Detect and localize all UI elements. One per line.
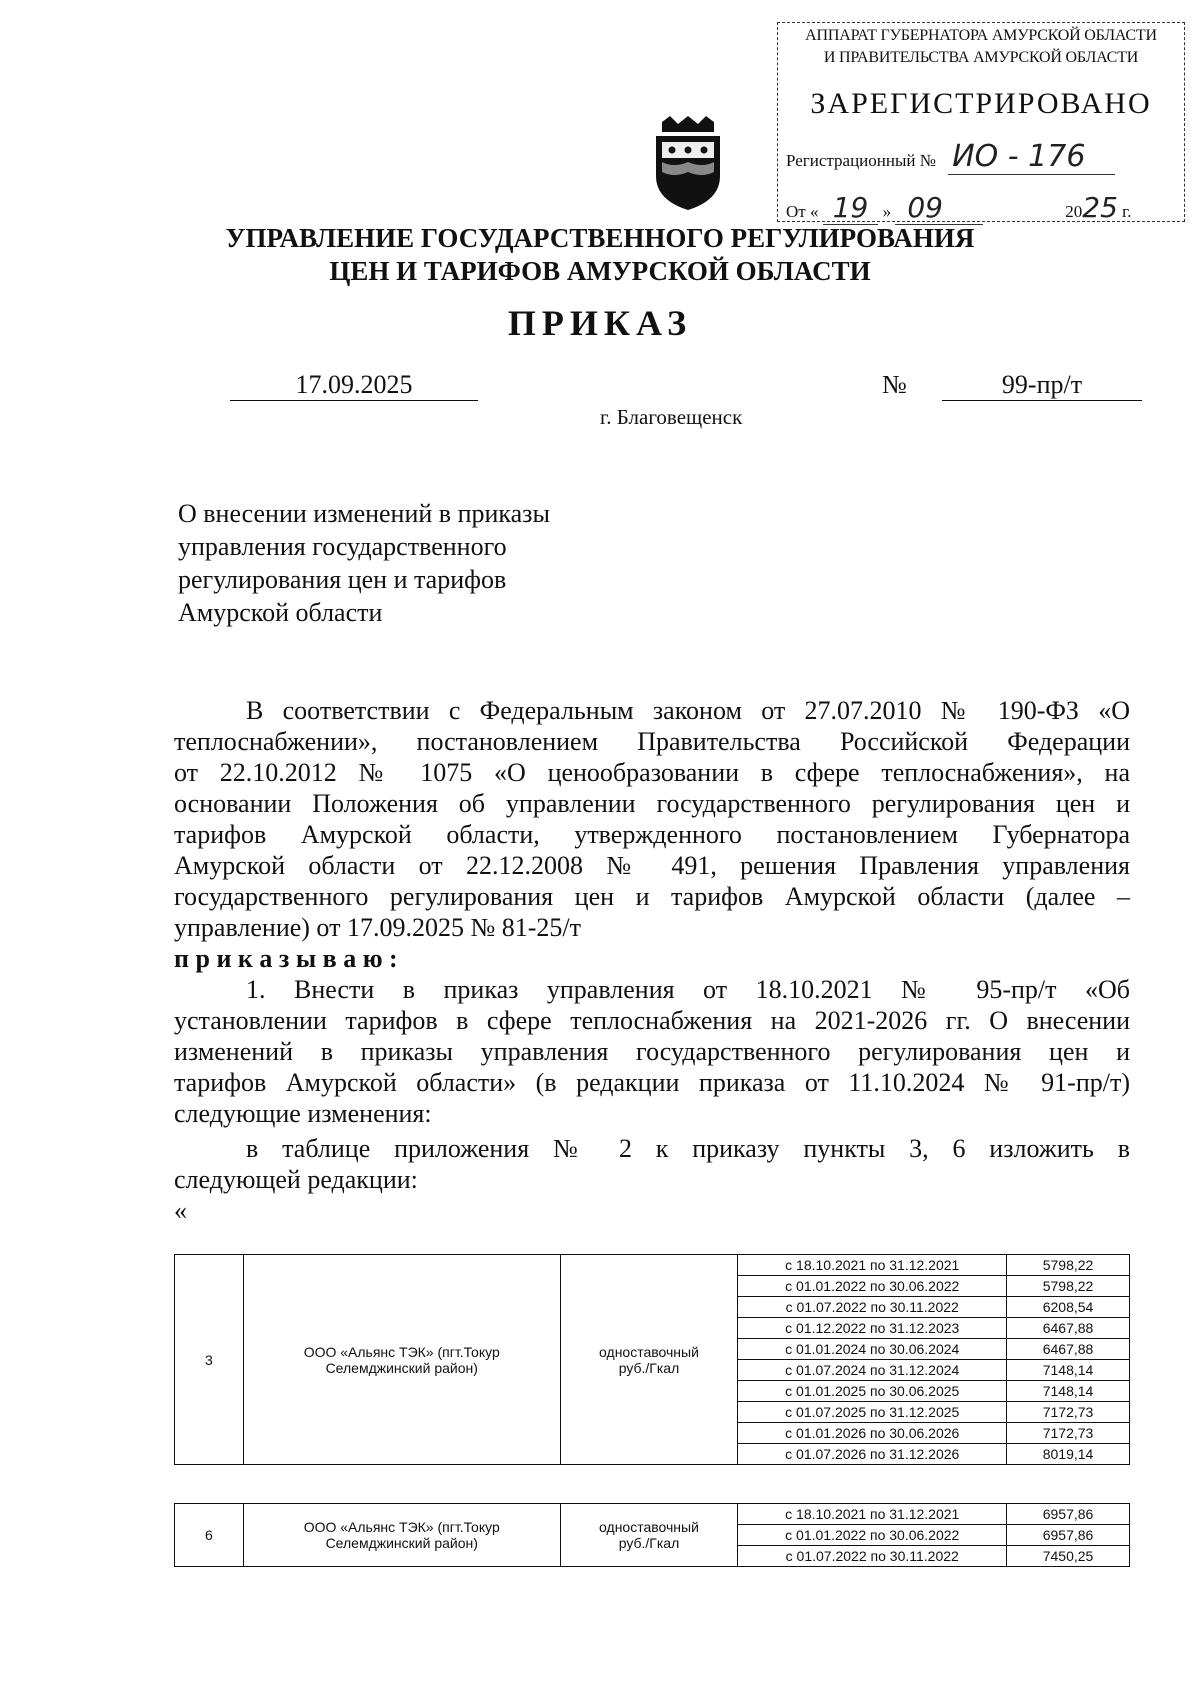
subject-line: регулирования цен и тарифов <box>178 565 507 594</box>
text-line: в таблице приложения № 2 к приказу пункты 3, 6 изложить в <box>246 1134 1130 1163</box>
value-cell: 7148,14 <box>1007 1360 1130 1381</box>
stamp-year-suffix: 25 <box>1082 191 1118 224</box>
value-cell: 7148,14 <box>1007 1381 1130 1402</box>
stamp-mid: » <box>882 202 892 221</box>
registration-stamp <box>777 22 1185 222</box>
stamp-registered: ЗАРЕГИСТРИРОВАНО <box>810 87 1152 120</box>
text-line: тарифов Амурской области, утвержденного постановлением Губернатора <box>174 820 1130 849</box>
text-line: Амурской области от 22.12.2008 № 491, решения Правления управления <box>174 851 1130 880</box>
number-sign: № <box>882 370 907 399</box>
text-line: теплоснабжении», постановлением Правительства Российской Федерации <box>174 727 1130 756</box>
value-cell: 7172,73 <box>1007 1423 1130 1444</box>
value-cell: 6467,88 <box>1007 1318 1130 1339</box>
row-number: 6 <box>175 1504 244 1567</box>
table-row <box>175 1255 1130 1276</box>
text-line: следующие изменения: <box>174 1099 432 1128</box>
tariff-type-cell <box>560 1255 738 1465</box>
organization-line: ООО «Альянс ТЭК» (пгт.Токур <box>303 1343 500 1360</box>
text-line: основании Положения об управлении государственного регулирования цен и <box>174 789 1130 818</box>
subject-line: Амурской области <box>178 598 383 627</box>
text-line: от 22.10.2012 № 1075 «О ценообразовании в сфере теплоснабжения», на <box>174 758 1130 787</box>
tariff-unit: руб./Гкал <box>618 1359 680 1376</box>
agency-title-line1: УПРАВЛЕНИЕ ГОСУДАРСТВЕННОГО РЕГУЛИРОВАНИЯ <box>225 223 975 253</box>
organization-line: ООО «Альянс ТЭК» (пгт.Токур <box>303 1519 500 1535</box>
value-cell: 6208,54 <box>1007 1297 1130 1318</box>
order-date: 17.09.2025 <box>230 370 478 401</box>
text-line: установлении тарифов в сфере теплоснабжения на 2021-2026 гг. О внесении <box>174 1006 1130 1035</box>
tariff-type-cell <box>560 1504 738 1567</box>
period-cell: с 01.12.2022 по 31.12.2023 <box>738 1318 1007 1339</box>
tariff-table-item-3 <box>174 1254 1130 1465</box>
stamp-reg-label: Регистрационный № <box>786 151 936 170</box>
organization-cell <box>243 1504 560 1567</box>
stamp-line2: И ПРАВИТЕЛЬСТВА АМУРСКОЙ ОБЛАСТИ <box>823 49 1139 66</box>
period-cell: с 01.07.2022 по 30.11.2022 <box>738 1297 1007 1318</box>
document-type: ПРИКАЗ <box>507 303 693 343</box>
text-line: государственного регулирования цен и тарифов Амурской области (далее – <box>174 882 1130 911</box>
organization-line: Селемджинский район) <box>325 1535 478 1551</box>
stamp-date-row <box>786 191 1176 224</box>
period-cell: с 01.07.2026 по 31.12.2026 <box>738 1444 1007 1465</box>
subject <box>178 497 550 629</box>
text-line: В соответствии с Федеральным законом от 27.07.2010 № 190-ФЗ «О <box>246 696 1130 725</box>
tariff-unit: руб./Гкал <box>618 1535 680 1551</box>
stamp-line1: АППАРАТ ГУБЕРНАТОРА АМУРСКОЙ ОБЛАСТИ <box>805 27 1157 44</box>
value-cell: 8019,14 <box>1007 1444 1130 1465</box>
period-cell: с 01.07.2024 по 31.12.2024 <box>738 1360 1007 1381</box>
value-cell: 6957,86 <box>1007 1525 1130 1546</box>
period-cell: с 01.01.2022 по 30.06.2022 <box>738 1525 1007 1546</box>
order-number: 99-пр/т <box>942 370 1142 401</box>
value-cell: 5798,22 <box>1007 1255 1130 1276</box>
period-cell: с 01.07.2025 по 31.12.2025 <box>738 1402 1007 1423</box>
text-line: тарифов Амурской области» (в редакции приказа от 11.10.2024 № 91-пр/т) <box>174 1068 1130 1097</box>
stamp-day: 19 <box>823 191 879 225</box>
stamp-year-prefix: 20 <box>1065 202 1083 221</box>
value-cell: 7172,73 <box>1007 1402 1130 1423</box>
period-cell: с 01.01.2026 по 30.06.2026 <box>738 1423 1007 1444</box>
subject-line: управления государственного <box>178 532 507 561</box>
value-cell: 6467,88 <box>1007 1339 1130 1360</box>
organization-cell <box>243 1255 560 1465</box>
stamp-month: 09 <box>895 191 983 225</box>
value-cell: 7450,25 <box>1007 1546 1130 1567</box>
period-cell: с 01.01.2024 по 30.06.2024 <box>738 1339 1007 1360</box>
value-cell: 6957,86 <box>1007 1504 1130 1525</box>
city: г. Благовещенск <box>600 405 743 429</box>
period-cell: с 18.10.2021 по 31.12.2021 <box>738 1255 1007 1276</box>
text-line: изменений в приказы управления государственного регулирования цен и <box>174 1037 1130 1066</box>
tariff-type: одноставочный <box>599 1519 699 1535</box>
amur-emblem-icon <box>648 114 728 214</box>
order-word: п р и к а з ы в а ю : <box>174 944 398 973</box>
organization-line: Селемджинский район) <box>325 1359 478 1376</box>
stamp-reg-number: ИО - 176 <box>948 139 1115 175</box>
period-cell: с 01.01.2025 по 30.06.2025 <box>738 1381 1007 1402</box>
row-number: 3 <box>175 1255 244 1465</box>
text-line: следующей редакции: <box>174 1165 418 1194</box>
tariff-table-item-6 <box>174 1503 1130 1567</box>
stamp-number-row <box>786 139 1115 174</box>
table-row <box>175 1504 1130 1525</box>
text-line: 1. Внести в приказ управления от 18.10.2021 № 95-пр/т «Об <box>246 975 1130 1004</box>
quote-open: « <box>174 1196 187 1225</box>
value-cell: 5798,22 <box>1007 1276 1130 1297</box>
text-line: управление) от 17.09.2025 № 81-25/т <box>174 913 581 942</box>
subject-line: О внесении изменений в приказы <box>178 499 550 528</box>
period-cell: с 01.07.2022 по 30.11.2022 <box>738 1546 1007 1567</box>
paragraph-basis <box>174 695 1130 1226</box>
stamp-year-end: г. <box>1122 202 1132 221</box>
tariff-type: одноставочный <box>599 1343 699 1360</box>
agency-title-line2: ЦЕН И ТАРИФОВ АМУРСКОЙ ОБЛАСТИ <box>329 256 871 286</box>
period-cell: с 18.10.2021 по 31.12.2021 <box>738 1504 1007 1525</box>
stamp-date-from: От « <box>786 202 819 221</box>
period-cell: с 01.01.2022 по 30.06.2022 <box>738 1276 1007 1297</box>
